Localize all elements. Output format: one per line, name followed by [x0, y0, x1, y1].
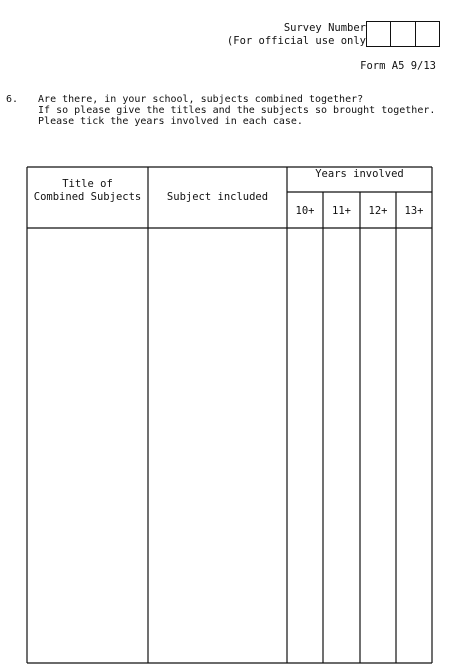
col-subject-header: Subject included [166, 191, 269, 203]
col-title-line-1: Title of [62, 178, 113, 190]
survey-number-label: Survey Number [283, 22, 366, 34]
col-title-header [27, 178, 148, 204]
year-11-header: 11+ [332, 205, 351, 217]
year-10-header: 10+ [295, 205, 315, 217]
year-12-header: 12+ [368, 205, 388, 217]
question-line-1: Are there, in your school, subjects combined together? [38, 94, 364, 105]
question-line-2: If so please give the titles and the subjects so brought together. [38, 105, 436, 116]
years-involved-header: Years involved [315, 168, 404, 180]
official-use-note: (For official use only [226, 35, 366, 47]
question-number: 6. [6, 94, 19, 105]
question-line-3: Please tick the years involved in each case. [38, 116, 303, 127]
year-13-header: 13+ [404, 205, 424, 217]
form-reference: Form A5 9/13 [360, 60, 436, 72]
col-title-line-2: Combined Subjects [33, 191, 142, 203]
